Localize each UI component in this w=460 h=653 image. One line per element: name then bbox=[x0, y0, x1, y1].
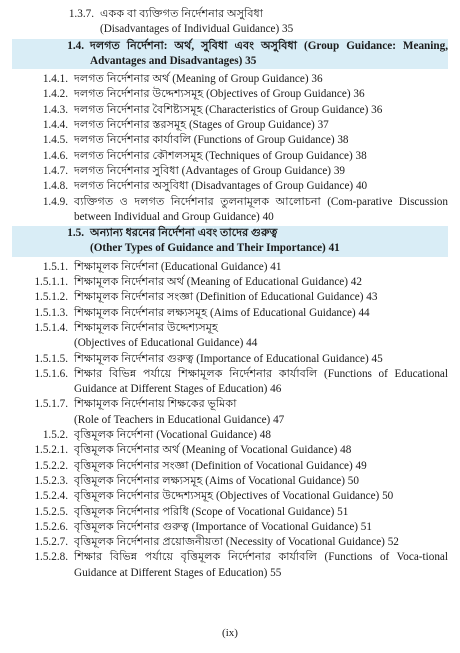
toc-entry bbox=[12, 195, 448, 226]
entry-text: বৃত্তিমূলক নির্দেশনার পরিধি (Scope of Vocational Guidance) 51 bbox=[74, 505, 349, 518]
entry-text: শিক্ষামূলক নির্দেশনায় শিক্ষকের ভূমিকা bbox=[74, 398, 237, 411]
entry-number: 1.4.2. bbox=[42, 88, 68, 101]
entry-text: বৃত্তিমূলক নির্দেশনার প্রয়োজনীয়তা (Necessity of Vocational Guidance) 52 bbox=[74, 536, 399, 549]
entry-number: 1.4.3. bbox=[42, 103, 68, 116]
toc-entry bbox=[12, 520, 448, 535]
toc-entry bbox=[12, 367, 448, 398]
entry-text: বৃত্তিমূলক নির্দেশনা (Vocational Guidance) 48 bbox=[74, 429, 271, 442]
entry-text: একক বা ব্যক্তিগত নির্দেশনার অসুবিধা bbox=[100, 8, 264, 20]
toc-entry bbox=[12, 72, 448, 87]
entry-number: 1.5.1.6. bbox=[34, 367, 68, 380]
entry-text: বৃত্তিমূলক নির্দেশনার অর্থ (Meaning of Vocational Guidance) 48 bbox=[74, 444, 352, 457]
toc-entry bbox=[12, 321, 448, 352]
entry-number: 1.5.2.4. bbox=[34, 490, 68, 503]
toc-entry bbox=[12, 164, 448, 179]
toc-entry bbox=[12, 149, 448, 164]
entry-number: 1.5.2.5. bbox=[34, 505, 68, 518]
entry-number: 1.5. bbox=[67, 227, 84, 240]
toc-entry bbox=[12, 179, 448, 194]
toc-section-heading bbox=[12, 39, 448, 70]
entry-text: শিক্ষামূলক নির্দেশনার গুরুত্ব (Importance of Educational Guidance) 45 bbox=[74, 352, 383, 365]
toc-entry bbox=[12, 275, 448, 290]
entry-text: (Objectives of Educational Guidance) 44 bbox=[74, 337, 258, 350]
entry-number: 1.4. bbox=[67, 39, 84, 52]
entry-number: 1.4.9. bbox=[42, 195, 68, 208]
entry-text: দলগত নির্দেশনার স্তরসমূহ (Stages of Group Guidance) 37 bbox=[74, 119, 329, 132]
entry-text: দলগত নির্দেশনার কৌশলসমূহ (Techniques of Group Guidance) 38 bbox=[74, 149, 367, 162]
entry-text: ব্যক্তিগত ও দলগত নির্দেশনার তুলনামূলক আলোচনা (Com-parative Discussion between Individual and Group Guidance) 40 bbox=[74, 195, 448, 223]
entry-text: শিক্ষামূলক নির্দেশনার অর্থ (Meaning of Educational Guidance) 42 bbox=[74, 276, 362, 289]
entry-text: দলগত নির্দেশনার অসুবিধা (Disadvantages of Group Guidance) 40 bbox=[74, 180, 368, 193]
toc-entry bbox=[12, 550, 448, 581]
entry-number: 1.5.2. bbox=[42, 429, 68, 442]
entry-number: 1.5.2.1. bbox=[34, 444, 68, 457]
entry-number: 1.5.1.5. bbox=[34, 352, 68, 365]
entry-text: অন্যান্য ধরনের নির্দেশনা এবং তাদের গুরুত্ব bbox=[90, 227, 278, 240]
toc-section-heading bbox=[12, 226, 448, 257]
toc-entry bbox=[12, 397, 448, 428]
entry-number: 1.4.8. bbox=[42, 180, 68, 193]
entry-number: 1.5.2.7. bbox=[34, 536, 68, 549]
entry-number: 1.5.1.2. bbox=[34, 291, 68, 304]
toc-entry bbox=[12, 443, 448, 458]
entry-number: 1.5.1. bbox=[42, 260, 68, 273]
entry-number: 1.5.1.3. bbox=[34, 306, 68, 319]
toc-entry bbox=[12, 118, 448, 133]
entry-number: 1.5.1.7. bbox=[34, 398, 68, 411]
entry-number: 1.3.7. bbox=[68, 8, 94, 20]
entry-number: 1.5.2.3. bbox=[34, 474, 68, 487]
entry-text: দলগত নির্দেশনার উদ্দেশ্যসমূহ (Objectives of Group Guidance) 36 bbox=[74, 88, 365, 101]
entry-text: দলগত নির্দেশনার কার্যাবলি (Functions of Group Guidance) 38 bbox=[74, 134, 349, 147]
entry-text: শিক্ষার বিভিন্ন পর্যায়ে বৃত্তিমূলক নির্দেশনার কার্যাবলি (Functions of Voca-tional Guidance at Different Stages of Education) 55 bbox=[74, 551, 448, 579]
toc-entry bbox=[12, 260, 448, 275]
page-number: (ix) bbox=[222, 627, 238, 639]
toc-entry bbox=[12, 103, 448, 118]
toc-entry bbox=[12, 428, 448, 443]
toc-entry bbox=[12, 306, 448, 321]
toc-entry bbox=[12, 352, 448, 367]
entry-number: 1.5.1.1. bbox=[34, 276, 68, 289]
entry-number: 1.4.6. bbox=[42, 149, 68, 162]
entry-text: দলগত নির্দেশনার সুবিধা (Advantages of Group Guidance) 39 bbox=[74, 164, 346, 177]
toc-entry bbox=[12, 87, 448, 102]
entry-number: 1.5.2.8. bbox=[34, 551, 68, 564]
toc-entry bbox=[12, 535, 448, 550]
entry-text: বৃত্তিমূলক নির্দেশনার গুরুত্ব (Importance of Vocational Guidance) 51 bbox=[74, 520, 372, 533]
entry-number: 1.4.4. bbox=[42, 119, 68, 132]
entry-text: শিক্ষামূলক নির্দেশনার উদ্দেশ্যসমূহ bbox=[74, 321, 218, 334]
entry-text: দলগত নির্দেশনা: অর্থ, সুবিধা এবং অসুবিধা (Group Guidance: Meaning, Advantages and Disadvantages) 35 bbox=[90, 39, 448, 67]
entry-text: শিক্ষামূলক নির্দেশনার সংজ্ঞা (Definition of Educational Guidance) 43 bbox=[74, 291, 378, 304]
entry-number: 1.4.5. bbox=[42, 134, 68, 147]
entry-text: বৃত্তিমূলক নির্দেশনার লক্ষ্যসমূহ (Aims of Vocational Guidance) 50 bbox=[74, 474, 359, 487]
toc-entry bbox=[12, 474, 448, 489]
entry-number: 1.4.7. bbox=[42, 164, 68, 177]
entry-text: শিক্ষামূলক নির্দেশনার লক্ষ্যসমূহ (Aims of Educational Guidance) 44 bbox=[74, 306, 370, 319]
toc-entry bbox=[12, 290, 448, 305]
entry-text: (Disadvantages of Individual Guidance) 35 bbox=[100, 23, 294, 36]
toc-entry bbox=[12, 7, 448, 38]
entry-text: বৃত্তিমূলক নির্দেশনার উদ্দেশ্যসমূহ (Objectives of Vocational Guidance) 50 bbox=[74, 490, 394, 503]
toc-entry bbox=[12, 459, 448, 474]
toc-entry bbox=[12, 505, 448, 520]
entry-text: শিক্ষামূলক নির্দেশনা (Educational Guidance) 41 bbox=[74, 260, 282, 273]
entry-number: 1.5.1.4. bbox=[34, 321, 68, 334]
entry-number: 1.5.2.2. bbox=[34, 459, 68, 472]
entry-text: দলগত নির্দেশনার বৈশিষ্ট্যসমূহ (Characteristics of Group Guidance) 36 bbox=[74, 103, 383, 116]
entry-text: বৃত্তিমূলক নির্দেশনার সংজ্ঞা (Definition of Vocational Guidance) 49 bbox=[74, 459, 367, 472]
entry-number: 1.4.1. bbox=[42, 73, 68, 86]
entry-text: শিক্ষার বিভিন্ন পর্যায়ে শিক্ষামূলক নির্দেশনার কার্যাবলি (Functions of Educational Guidance at Different Stages of Education) 46 bbox=[74, 367, 448, 396]
entry-text: দলগত নির্দেশনার অর্থ (Meaning of Group Guidance) 36 bbox=[74, 73, 323, 86]
entry-text: (Role of Teachers in Educational Guidance) 47 bbox=[74, 413, 285, 426]
toc-entry bbox=[12, 489, 448, 504]
entry-number: 1.5.2.6. bbox=[34, 520, 68, 533]
entry-text: (Other Types of Guidance and Their Importance) 41 bbox=[90, 242, 340, 255]
toc-entry bbox=[12, 133, 448, 148]
